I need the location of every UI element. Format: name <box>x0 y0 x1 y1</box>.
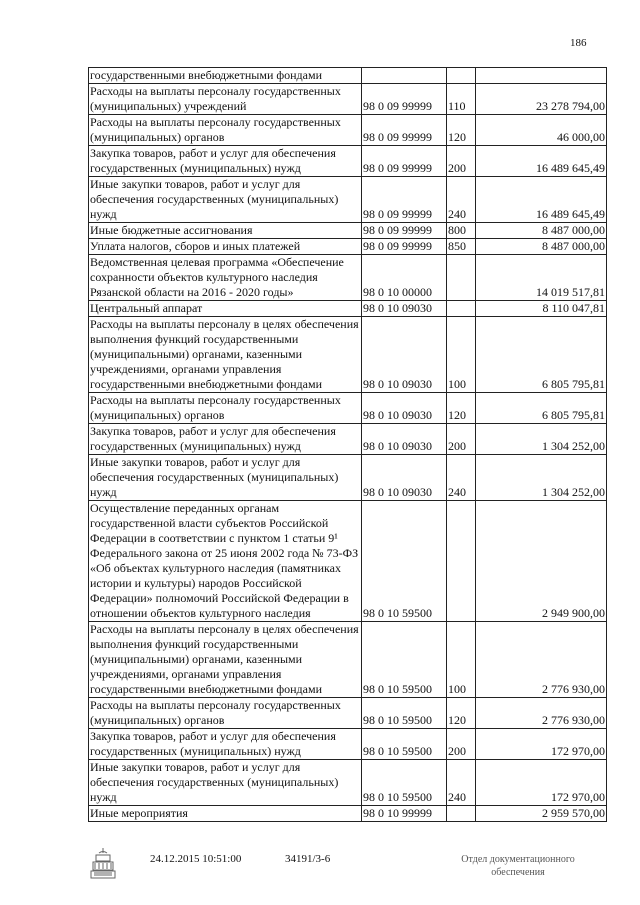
table-row <box>89 115 607 146</box>
table-row <box>89 698 607 729</box>
row-code: 98 0 09 99999 <box>362 146 447 177</box>
row-sum: 6 805 795,81 <box>476 393 607 424</box>
table-row <box>89 146 607 177</box>
row-code <box>362 68 447 84</box>
row-code: 98 0 09 99999 <box>362 84 447 115</box>
row-name: Ведомственная целевая программа «Обеспечение сохранности объектов культурного наследия Рязанской области на 2016 - 2020 годы» <box>89 255 362 301</box>
table-row <box>89 223 607 239</box>
row-code: 98 0 10 59500 <box>362 698 447 729</box>
row-code: 98 0 09 99999 <box>362 115 447 146</box>
row-name: Иные бюджетные ассигнования <box>89 223 362 239</box>
footer-doc-number: 34191/3-6 <box>285 853 331 865</box>
row-name: Уплата налогов, сборов и иных платежей <box>89 239 362 255</box>
table-row <box>89 760 607 806</box>
row-type: 240 <box>447 455 476 501</box>
row-sum <box>476 68 607 84</box>
row-code: 98 0 10 99999 <box>362 806 447 822</box>
row-type: 120 <box>447 115 476 146</box>
row-type: 800 <box>447 223 476 239</box>
table-row <box>89 68 607 84</box>
row-sum: 172 970,00 <box>476 760 607 806</box>
row-type: 240 <box>447 760 476 806</box>
table-row <box>89 455 607 501</box>
row-code: 98 0 10 09030 <box>362 424 447 455</box>
row-code: 98 0 10 09030 <box>362 393 447 424</box>
row-code: 98 0 09 99999 <box>362 239 447 255</box>
footer-datetime: 24.12.2015 10:51:00 <box>150 853 242 865</box>
row-sum: 16 489 645,49 <box>476 177 607 223</box>
budget-table <box>88 67 607 822</box>
row-type <box>447 255 476 301</box>
row-type: 100 <box>447 317 476 393</box>
row-code: 98 0 09 99999 <box>362 223 447 239</box>
row-sum: 8 110 047,81 <box>476 301 607 317</box>
row-name: Расходы на выплаты персоналу государственных (муниципальных) учреждений <box>89 84 362 115</box>
row-name: Закупка товаров, работ и услуг для обеспечения государственных (муниципальных) нужд <box>89 729 362 760</box>
row-code: 98 0 10 59500 <box>362 622 447 698</box>
row-sum: 2 949 900,00 <box>476 501 607 622</box>
row-name: Закупка товаров, работ и услуг для обеспечения государственных (муниципальных) нужд <box>89 424 362 455</box>
row-code: 98 0 10 59500 <box>362 760 447 806</box>
row-type <box>447 806 476 822</box>
row-name: Расходы на выплаты персоналу государственных (муниципальных) органов <box>89 698 362 729</box>
row-code: 98 0 09 99999 <box>362 177 447 223</box>
row-code: 98 0 10 59500 <box>362 729 447 760</box>
emblem-icon <box>90 846 116 880</box>
row-name: Иные закупки товаров, работ и услуг для обеспечения государственных (муниципальных) нужд <box>89 455 362 501</box>
row-sum: 14 019 517,81 <box>476 255 607 301</box>
table-row <box>89 84 607 115</box>
row-name: Расходы на выплаты персоналу в целях обеспечения выполнения функций государственными (муниципальными) органами, казенными учреждениями, органами управления государственными внебюджетными фондами <box>89 622 362 698</box>
row-code: 98 0 10 09030 <box>362 301 447 317</box>
table-row <box>89 301 607 317</box>
row-name: Расходы на выплаты персоналу государственных (муниципальных) органов <box>89 115 362 146</box>
row-name: Иные закупки товаров, работ и услуг для обеспечения государственных (муниципальных) нужд <box>89 760 362 806</box>
row-sum: 172 970,00 <box>476 729 607 760</box>
row-name: Осуществление переданных органам государственной власти субъектов Российской Федерации в соответствии с пунктом 1 статьи 9¹ Федерального закона от 25 июня 2002 года № 73-ФЗ «Об объектах культурного наследия (памятниках истории и культуры) народов Российской Федерации» полномочий Российской Федерации в отношении объектов культурного наследия <box>89 501 362 622</box>
row-name: Иные мероприятия <box>89 806 362 822</box>
table-row <box>89 239 607 255</box>
footer-department-stamp: Отдел документационного обеспечения <box>461 854 575 878</box>
row-name: Расходы на выплаты персоналу государственных (муниципальных) органов <box>89 393 362 424</box>
row-type: 200 <box>447 146 476 177</box>
table-row <box>89 317 607 393</box>
row-type <box>447 301 476 317</box>
row-sum: 6 805 795,81 <box>476 317 607 393</box>
row-sum: 16 489 645,49 <box>476 146 607 177</box>
table-row <box>89 177 607 223</box>
table-row <box>89 424 607 455</box>
row-type: 850 <box>447 239 476 255</box>
table-row <box>89 729 607 760</box>
row-sum: 1 304 252,00 <box>476 455 607 501</box>
page-number: 186 <box>570 37 587 49</box>
row-type: 200 <box>447 424 476 455</box>
row-sum: 2 959 570,00 <box>476 806 607 822</box>
row-sum: 1 304 252,00 <box>476 424 607 455</box>
table-row <box>89 393 607 424</box>
row-code: 98 0 10 00000 <box>362 255 447 301</box>
row-type: 240 <box>447 177 476 223</box>
row-sum: 23 278 794,00 <box>476 84 607 115</box>
row-name: Расходы на выплаты персоналу в целях обеспечения выполнения функций государственными (муниципальными) органами, казенными учреждениями, органами управления государственными внебюджетными фондами <box>89 317 362 393</box>
row-type <box>447 501 476 622</box>
row-code: 98 0 10 09030 <box>362 317 447 393</box>
table-row <box>89 255 607 301</box>
row-name: Иные закупки товаров, работ и услуг для обеспечения государственных (муниципальных) нужд <box>89 177 362 223</box>
row-type: 110 <box>447 84 476 115</box>
row-sum: 2 776 930,00 <box>476 698 607 729</box>
row-sum: 8 487 000,00 <box>476 223 607 239</box>
row-name: Закупка товаров, работ и услуг для обеспечения государственных (муниципальных) нужд <box>89 146 362 177</box>
row-type: 200 <box>447 729 476 760</box>
row-code: 98 0 10 59500 <box>362 501 447 622</box>
row-type: 100 <box>447 622 476 698</box>
row-type <box>447 68 476 84</box>
table-row <box>89 806 607 822</box>
table-row <box>89 622 607 698</box>
row-code: 98 0 10 09030 <box>362 455 447 501</box>
row-type: 120 <box>447 698 476 729</box>
table-row <box>89 501 607 622</box>
row-sum: 8 487 000,00 <box>476 239 607 255</box>
row-sum: 2 776 930,00 <box>476 622 607 698</box>
row-type: 120 <box>447 393 476 424</box>
row-sum: 46 000,00 <box>476 115 607 146</box>
row-name: Центральный аппарат <box>89 301 362 317</box>
row-name: государственными внебюджетными фондами <box>89 68 362 84</box>
